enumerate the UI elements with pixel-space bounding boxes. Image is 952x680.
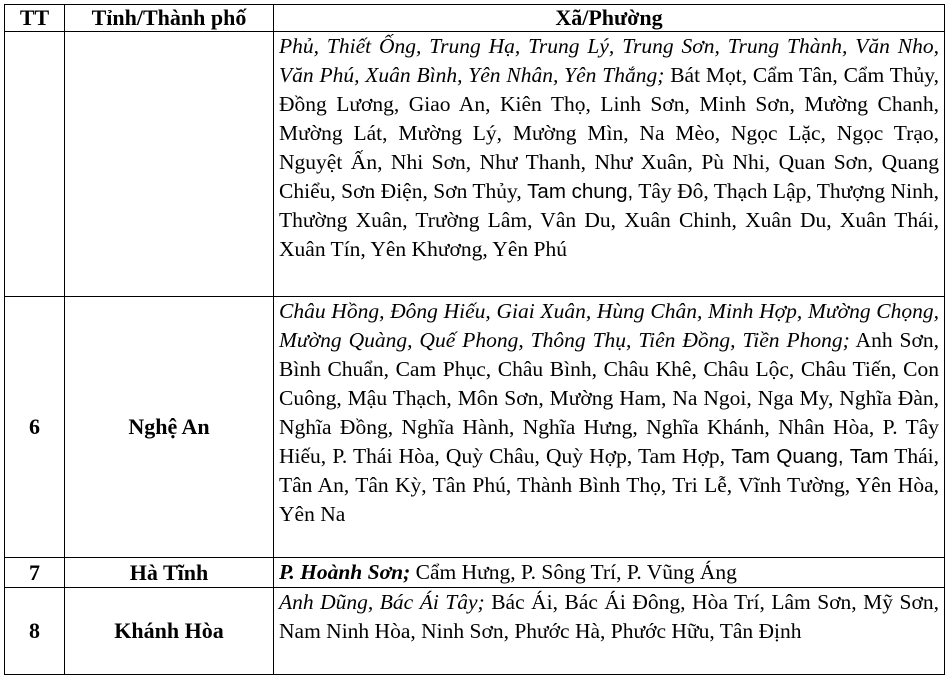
ward-list: Anh Sơn, Bình Chuẩn, Cam Phục, Châu Bình, Châu Khê, Châu Lộc, Châu Tiến, Con Cuông, Mậu Thạch, Môn Sơn, Mường Ham, Na Ngoi, Nga My, Nghĩa Đàn, Nghĩa Đồng, Nghĩa Hành, Nghĩa Hưng, Nghĩa Khánh, Nhân Hòa, P. Tây Hiếu, P. Thái Hòa, Quỳ Châu, Quỳ Hợp, Tam Hợp, <box>279 328 939 468</box>
ward-list: Bác Ái, Bác Ái Đông, Hòa Trí, Lâm Sơn, Mỹ Sơn, Nam Ninh Hòa, Ninh Sơn, Phước Hà, Phước Hữu, Tân Định <box>279 590 939 643</box>
italic-ward-list: Anh Dũng, Bác Ái Tây; <box>279 590 485 614</box>
table-row <box>5 588 945 675</box>
table-row <box>5 558 945 588</box>
header-tt: TT <box>5 5 65 32</box>
row-province: Khánh Hòa <box>65 588 274 675</box>
table-row <box>5 297 945 558</box>
italic-ward-list: Châu Hồng, Đông Hiếu, Giai Xuân, Hùng Chân, Minh Hợp, Mường Chọng, Mường Quàng, Quế Phong, Thông Thụ, Tiên Đồng, Tiền Phong; <box>279 299 939 352</box>
ward-list: Cẩm Hưng, P. Sông Trí, P. Vũng Áng <box>410 560 737 584</box>
row-wards <box>274 558 945 588</box>
bold-italic-ward-list: P. Hoành Sơn; <box>279 560 411 584</box>
header-row <box>5 5 945 32</box>
ward-list: Bát Mọt, Cẩm Tân, Cẩm Thủy, Đồng Lương, Giao An, Kiên Thọ, Linh Sơn, Minh Sơn, Mường Chanh, Mường Lát, Mường Lý, Mường Mìn, Na Mèo, Ngọc Lặc, Ngọc Trạo, Nguyệt Ấn, Nhi Sơn, Như Thanh, Như Xuân, Pù Nhi, Quan Sơn, Quang Chiểu, Sơn Điện, Sơn Thủy, <box>279 63 939 203</box>
row-province: Nghệ An <box>65 297 274 558</box>
row-tt: 7 <box>5 558 65 588</box>
ward-list-sans: Tam Quang, Tam <box>731 445 889 468</box>
ward-list: Tây Đô, Thạch Lập, Thượng Ninh, Thường Xuân, Trường Lâm, Vân Du, Xuân Chinh, Xuân Du, Xuân Thái, Xuân Tín, Yên Khương, Yên Phú <box>279 179 939 261</box>
row-tt <box>5 32 65 297</box>
row-wards <box>274 297 945 558</box>
ward-list-sans: Tam chung, <box>527 180 634 203</box>
header-province: Tỉnh/Thành phố <box>65 5 274 32</box>
row-wards <box>274 32 945 297</box>
table-row <box>5 32 945 297</box>
italic-ward-list: Phủ, Thiết Ống, Trung Hạ, Trung Lý, Trung Sơn, Trung Thành, Văn Nho, Văn Phú, Xuân Bình, Yên Nhân, Yên Thắng; <box>279 34 939 87</box>
row-wards <box>274 588 945 675</box>
row-province <box>65 32 274 297</box>
row-tt: 6 <box>5 297 65 558</box>
ward-table <box>4 4 945 675</box>
row-province: Hà Tĩnh <box>65 558 274 588</box>
ward-list: Thái, Tân An, Tân Kỳ, Tân Phú, Thành Bình Thọ, Tri Lễ, Vĩnh Tường, Yên Hòa, Yên Na <box>279 444 940 526</box>
row-tt: 8 <box>5 588 65 675</box>
header-wards: Xã/Phường <box>274 5 945 32</box>
